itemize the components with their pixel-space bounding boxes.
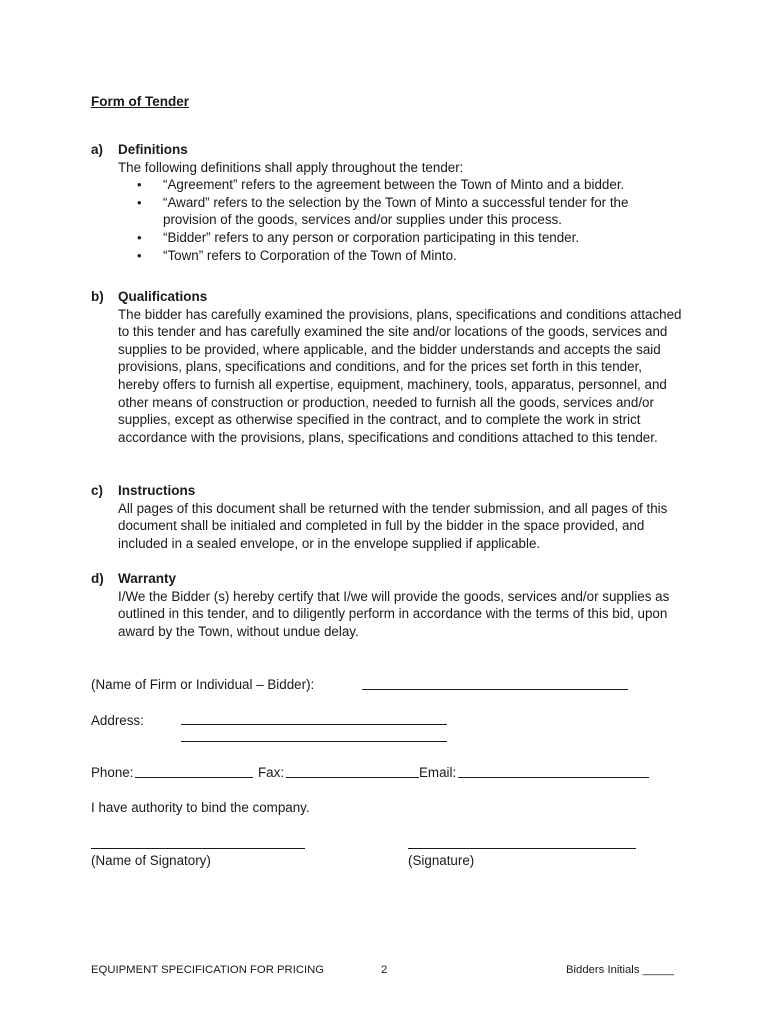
footer-document-title: EQUIPMENT SPECIFICATION FOR PRICING (91, 964, 325, 976)
section-letter: b) (91, 289, 104, 304)
phone-field[interactable] (135, 777, 253, 778)
section-letter: c) (91, 483, 104, 498)
email-field[interactable] (458, 777, 649, 778)
qualifications-text: The bidder has carefully examined the provisions, plans, specifications and conditions attached to this tender and has carefully examined the site and/or locations of the goods, services and supplies to be provided, where applicable, and the bidder understands and accepts the said provisions, plans, specifications and conditions, and for the prices set forth in this tender, hereby offers to furnish all expertise, equipment, machinery, tools, apparatus, personnel, and other means of construction or production, needed to furnish all the goods, services and/or supplies, except as otherwise specified in the contract, and to complete the work in strict accordance with the provisions, plans, specifications and conditions attached to this tender. (118, 306, 682, 445)
section-title: Instructions (118, 483, 196, 498)
section-letter: d) (91, 571, 104, 586)
fax-label: Fax: (258, 765, 285, 780)
address-field-line-2[interactable] (181, 741, 447, 742)
authority-statement: I have authority to bind the company. (91, 800, 310, 815)
section-title: Definitions (118, 142, 188, 157)
email-label: Email: (419, 765, 457, 780)
section-instructions (91, 482, 691, 552)
definitions-intro: The following definitions shall apply throughout the tender: (118, 159, 464, 175)
section-definitions (91, 141, 691, 264)
section-heading (91, 482, 691, 500)
section-qualifications (91, 288, 691, 446)
section-letter: a) (91, 142, 104, 157)
instructions-text: All pages of this document shall be returned with the tender submission, and all pages of this document shall be initialed and completed in full by the bidder in the space provided, and included in a sealed envelope, or in the envelope supplied if applicable. (118, 500, 668, 551)
section-heading (91, 288, 691, 306)
footer-page-number: 2 (381, 964, 388, 976)
footer-bidders-initials: Bidders Initials _____ (566, 964, 675, 976)
section-warranty (91, 570, 691, 640)
section-title: Warranty (118, 571, 177, 586)
page-title: Form of Tender (91, 94, 190, 109)
address-label: Address: (91, 713, 144, 728)
signatory-name-field[interactable] (91, 848, 305, 849)
address-field-line-1[interactable] (181, 724, 447, 725)
definition-item: • “Bidder” refers to any person or corporation participating in this tender. (118, 229, 691, 247)
section-title: Qualifications (118, 289, 208, 304)
signature-label: (Signature) (408, 853, 475, 868)
phone-label: Phone: (91, 765, 134, 780)
signature-field[interactable] (408, 848, 636, 849)
definitions-list (118, 176, 691, 264)
definition-item: • “Town” refers to Corporation of the Town of Minto. (118, 247, 691, 265)
warranty-text: I/We the Bidder (s) hereby certify that I/we will provide the goods, services and/or supplies as outlined in this tender, and to diligently perform in accordance with the terms of this bid, upon award by the Town, without undue delay. (118, 588, 670, 639)
section-heading (91, 570, 691, 588)
section-heading (91, 141, 691, 159)
firm-name-label: (Name of Firm or Individual – Bidder): (91, 677, 315, 692)
firm-name-field[interactable] (362, 689, 628, 690)
fax-field[interactable] (286, 777, 419, 778)
signatory-label: (Name of Signatory) (91, 853, 211, 868)
definition-item: • “Award” refers to the selection by the Town of Minto a successful tender for the provision of the goods, services and/or supplies under this process. (118, 194, 691, 229)
definition-item: • “Agreement” refers to the agreement between the Town of Minto and a bidder. (118, 176, 691, 194)
